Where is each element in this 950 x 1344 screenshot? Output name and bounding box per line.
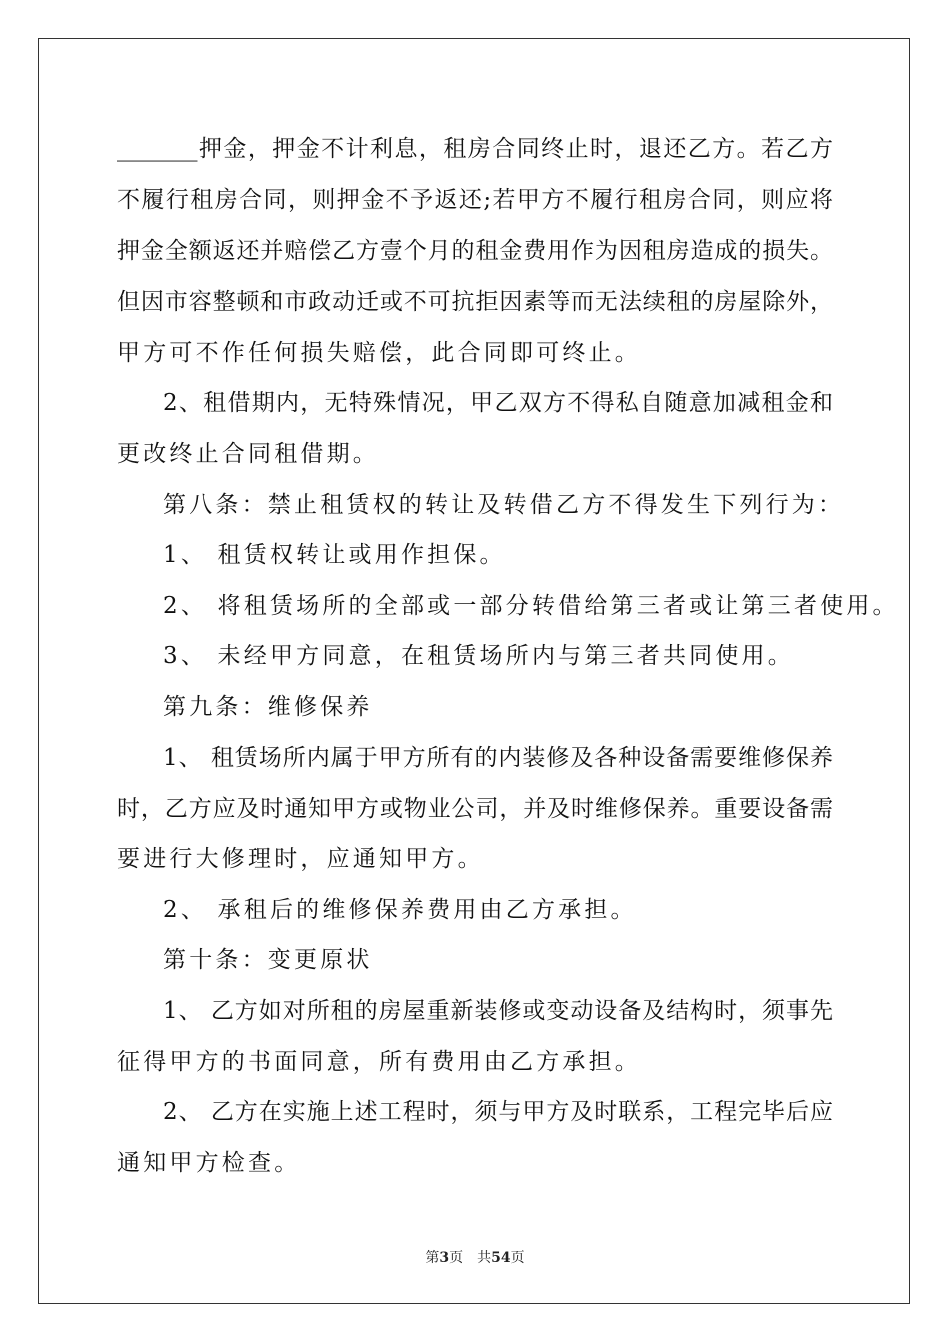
page-prefix: 第 <box>425 1250 440 1266</box>
page-footer <box>0 1247 950 1267</box>
text-line: 通知甲方检查。 <box>117 1150 301 1176</box>
text-line: 不履行租房合同，则押金不予返还;若甲方不履行租房合同，则应将 <box>117 187 833 213</box>
text-line: 时，乙方应及时通知甲方或物业公司，并及时维修保养。重要设备需 <box>117 796 833 822</box>
paragraph-start: 2、租借期内，无特殊情况，甲乙双方不得私自随意加减租金和 <box>163 390 833 416</box>
list-item: 2、 承租后的维修保养费用由乙方承担。 <box>163 897 637 923</box>
text-line: 征得甲方的书面同意，所有费用由乙方承担。 <box>117 1049 641 1075</box>
total-suffix: 页 <box>510 1250 525 1266</box>
text-line: 甲方可不作任何损失赔偿，此合同即可终止。 <box>117 340 641 366</box>
text-line: 但因市容整顿和市政动迁或不可抗拒因素等而无法续租的房屋除外， <box>117 289 833 315</box>
list-item: 1、 乙方如对所租的房屋重新装修或变动设备及结构时，须事先 <box>163 998 833 1024</box>
section-heading: 第九条：维修保养 <box>163 694 373 720</box>
list-item: 1、 租赁权转让或用作担保。 <box>163 542 506 568</box>
section-heading: 第八条：禁止租赁权的转让及转借乙方不得发生下列行为： <box>163 492 845 518</box>
section-heading: 第十条：变更原状 <box>163 947 373 973</box>
list-item: 2、 将租赁场所的全部或一部分转借给第三者或让第三者使用。 <box>163 593 899 619</box>
text-line: 更改终止合同租借期。 <box>117 441 379 467</box>
text-line: 押金全额返还并赔偿乙方壹个月的租金费用作为因租房造成的损失。 <box>117 238 833 264</box>
page-suffix: 页 <box>449 1250 464 1266</box>
list-item: 1、 租赁场所内属于甲方所有的内装修及各种设备需要维修保养 <box>163 745 833 771</box>
total-pages: 54 <box>491 1250 511 1266</box>
total-prefix: 共 <box>477 1250 492 1266</box>
text-line: 要进行大修理时，应通知甲方。 <box>117 846 484 872</box>
list-item: 3、 未经甲方同意，在租赁场所内与第三者共同使用。 <box>163 643 794 669</box>
text-line: _______押金，押金不计利息，租房合同终止时，退还乙方。若乙方 <box>117 136 833 162</box>
list-item: 2、 乙方在实施上述工程时，须与甲方及时联系，工程完毕后应 <box>163 1099 833 1125</box>
page-number: 3 <box>439 1250 450 1266</box>
